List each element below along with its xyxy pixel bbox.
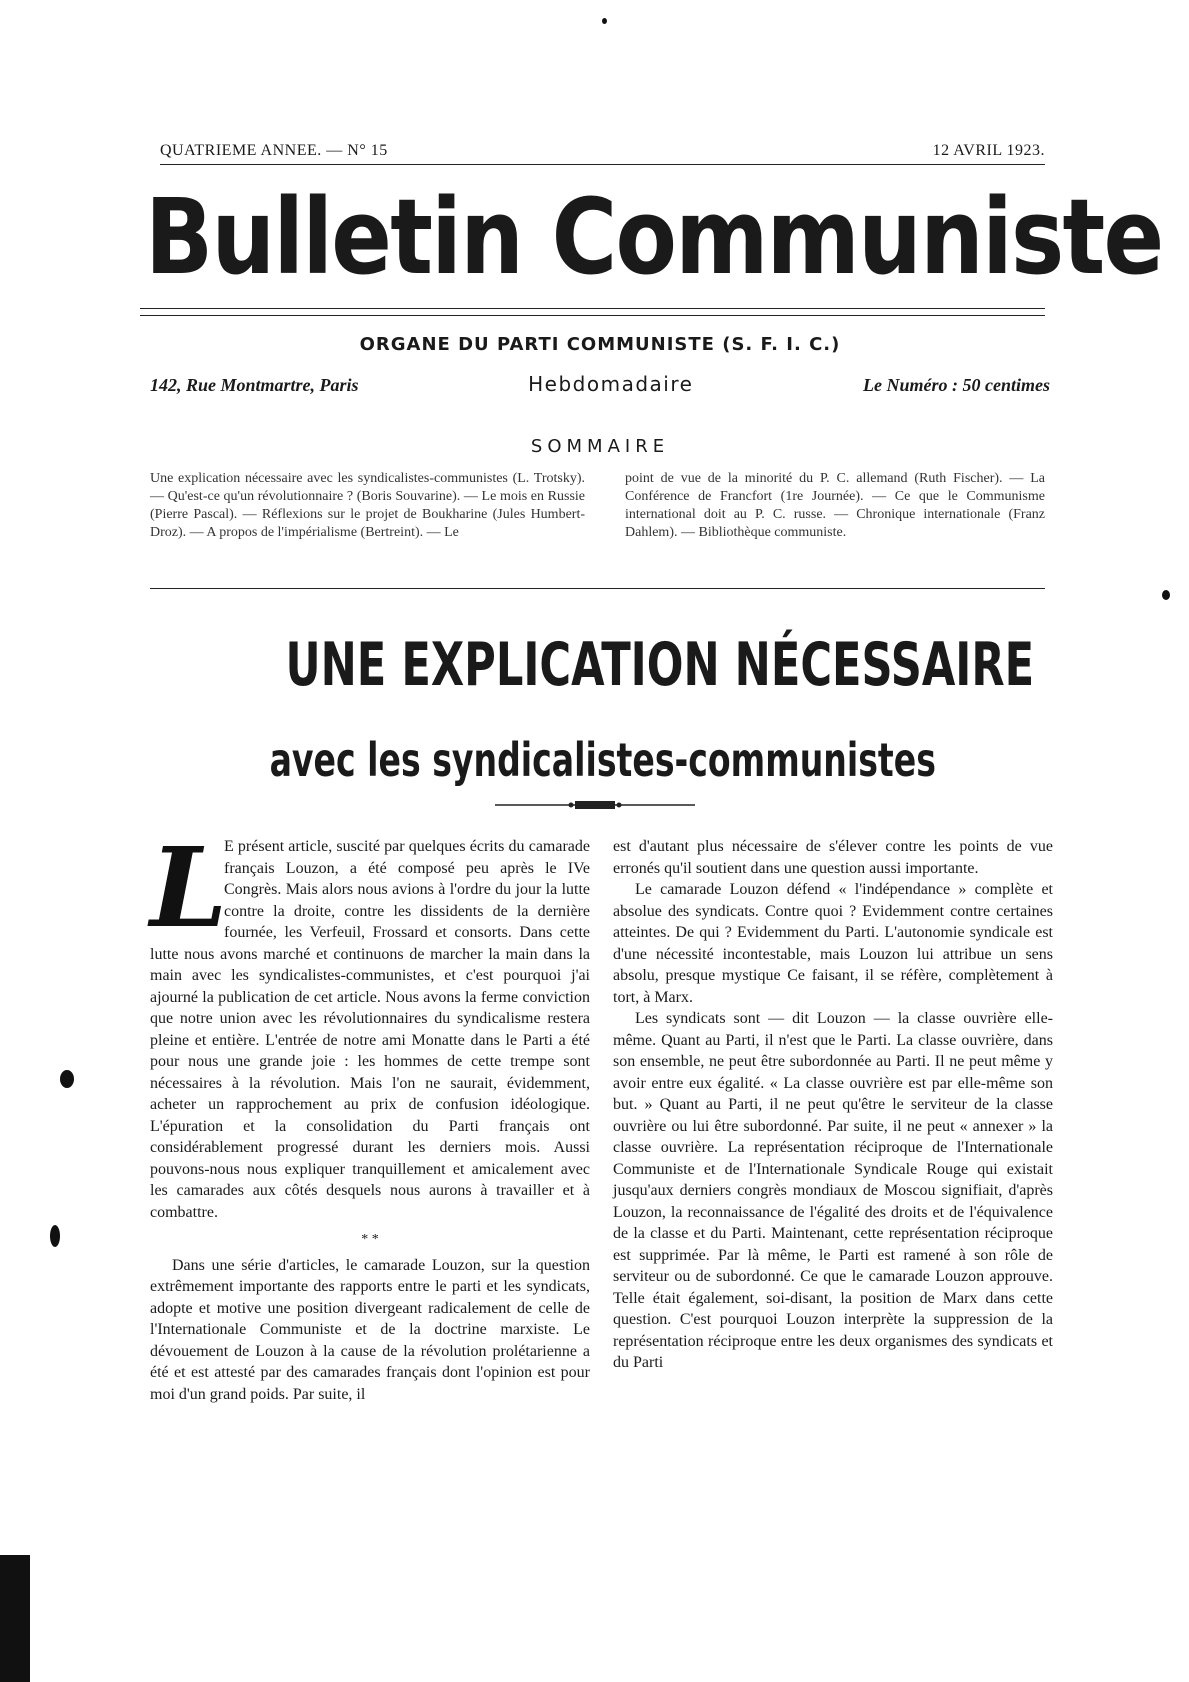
scan-edge-shadow (0, 1555, 30, 1682)
column-1 (150, 823, 590, 1405)
price: Le Numéro : 50 centimes (863, 375, 1050, 395)
article-title (140, 630, 1050, 700)
paragraph: Le camarade Louzon défend « l'indépendance » complète et absolue des syndicats. Contre quoi ? Evidemment contre certaines atteintes. De qui ? Evidemment du Parti. L'autonomie syndicale est d'une nécessité incontestable, mais Louzon lui attribue un sens absolu, presque mystique Ce faisant, il se réfère, complètement à tort, à Marx. (613, 881, 1053, 1006)
masthead-rule (140, 308, 1045, 316)
drop-cap: L (150, 823, 228, 952)
issue-line (160, 142, 1045, 164)
paragraph: E présent article, suscité par quelques écrits du camarade français Louzon, a été composé peu après le IVe Congrès. Mais alors nous avions à l'ordre du jour la lutte contre la droite, contre les dissidents de la dernière fournée, les Verfeuil, Frossard et consorts. Dans cette lutte nous avons marché et continuons de marcher la main dans la main avec les syndicalistes-communistes, et c'est pourquoi j'ai ajourné la publication de cet article. Nous avons la ferme conviction que notre union avec les révolutionnaires du syndicalisme restera pleine et entière. L'entrée de notre ami Monatte dans le Parti a été pour nous une grande joie : les hommes de cette trempe sont nécessaires à la révolution. Mais l'on ne saurait, évidemment, acheter un rapprochement au prix de confusion idéologique. L'épuration et la consolidation du Parti français ont considérablement progressé durant les derniers mois. Aussi pouvons-nous nous expliquer tranquillement et amicalement avec les camarades aux côtés desquels nous aurons à travailler et à combattre. (150, 838, 590, 1221)
masthead-title: Bulletin Communiste (145, 176, 1163, 298)
article-subtitle-text: avec les syndicalistes-communistes (269, 733, 936, 787)
sommaire-right: point de vue de la minorité du P. C. allemand (Ruth Fischer). — La Conférence de Francfort (1re Journée). — Ce que le Communisme international doit au P. C. russe. — Chronique internationale (Franz Dahlem). — Bibliothèque communiste. (625, 471, 1045, 540)
issue-date: 12 AVRIL 1923. (932, 142, 1045, 159)
sommaire-left: Une explication nécessaire avec les syndicalistes-communistes (L. Trotsky). — Qu'est-ce qu'un révolutionnaire ? (Boris Souvarine). — Le mois en Russie (Pierre Pascal). — Réflexions sur le projet de Boukharine (Jules Humbert-Droz). — A propos de l'impérialisme (Bertreint). — Le (150, 471, 585, 540)
section-stars: * * (361, 1232, 379, 1247)
scan-speck (602, 18, 607, 24)
issue-number: QUATRIEME ANNEE. — N° 15 (160, 142, 388, 159)
paragraph: est d'autant plus nécessaire de s'élever contre les points de vue erronés qu'il soutient dans une question aussi importante. (613, 838, 1053, 877)
sommaire-rule (150, 588, 1045, 589)
top-rule (160, 164, 1045, 165)
article-subtitle (140, 730, 1050, 790)
frequency: Hebdomadaire (528, 372, 694, 396)
column-2 (613, 836, 1053, 1374)
paragraph: Dans une série d'articles, le camarade Louzon, sur la question extrêmement importante des rapports entre le parti et les syndicats, adopte et motive une position divergeant radicalement de celle de l'Internationale Communiste et de la doctrine marxiste. Le dévouement de Louzon à la cause de la révolution prolétarienne a été et est attesté par des camarades français dont l'opinion est pour moi d'un grand poids. Par suite, il (150, 1256, 590, 1403)
paragraph: Les syndicats sont — dit Louzon — la classe ouvrière elle-même. Quant au Parti, il n'est que le Parti. La classe ouvrière, dans son ensemble, ne peut être subordonnée au Parti. Il ne peut même y avoir entre eux égalité. « La classe ouvrière est par elle-même son but. » Quant au Parti, il ne peut qu'être le serviteur de la classe ouvrière ou lui être subordonné. Par suite, il ne peut « annexer » la classe ouvrière. La représentation réciproque de l'Internationale Communiste et de l'Internationale Syndicale Rouge qui existait jusqu'aux derniers congrès mondiaux de Moscou signifiait, d'après Louzon, la reconnaissance de l'égalité des droits et de l'équivalence de la classe et du Parti. Maintenant, cette représentation réciproque est supprimée. Par là même, le Parti est ramené à son rôle de serviteur ou de subordonné. Ce que le camarade Louzon approuve. Telle était également, soi-disant, la position de Marx dans cette question. C'est pourquoi Louzon interprète la suppression de la représentation réciproque entre les deux organismes des syndicats et du Parti (613, 1010, 1053, 1371)
sommaire-title: SOMMAIRE (530, 436, 670, 457)
organe-line: ORGANE DU PARTI COMMUNISTE (S. F. I. C.) (359, 334, 841, 355)
scan-speck (50, 1225, 60, 1247)
scan-speck (60, 1070, 74, 1088)
address: 142, Rue Montmartre, Paris (150, 375, 359, 395)
scan-speck (1162, 590, 1170, 600)
ornament-divider (495, 800, 695, 810)
article-title-text: UNE EXPLICATION NÉCESSAIRE (285, 630, 1035, 700)
info-line (150, 372, 1050, 398)
